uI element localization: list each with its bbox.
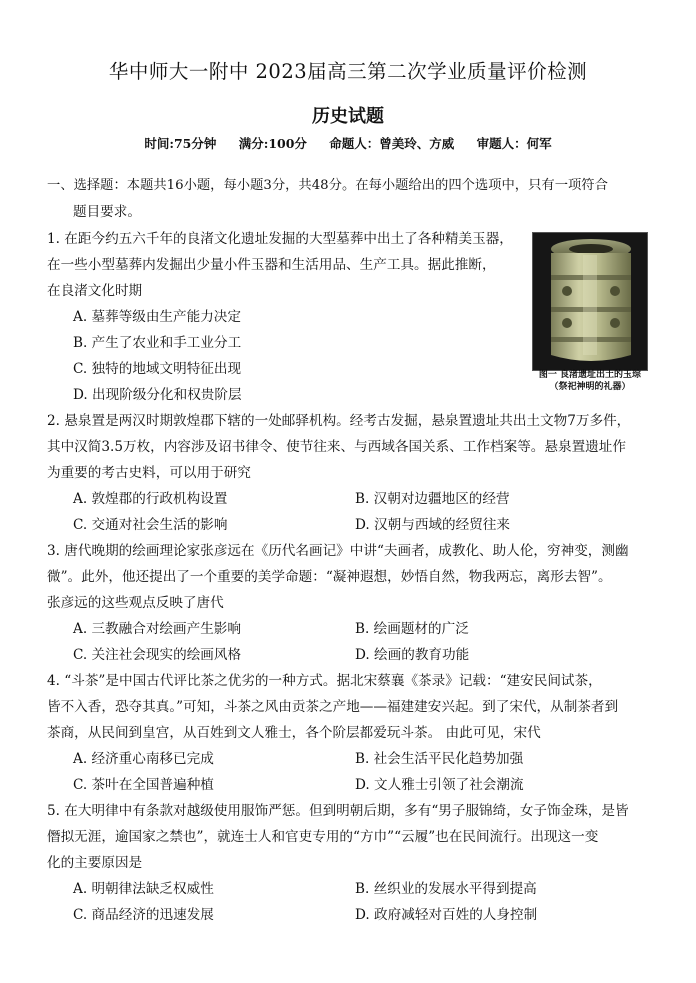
option-d[interactable]: D. 绘画的教育功能 [355,647,470,663]
question-text-line: 其中汉简3.5万枚，内容涉及诏书律令、使节往来、与西域各国关系、工作档案等。悬泉置遗址作 [47,439,626,455]
question-text-line: 5. 在大明律中有条款对越级使用服饰严惩。但到明朝后期，多有“男子服锦绮，女子饰金珠，是皆 [47,803,629,819]
question-text-line: 在一些小型墓葬内发掘出少量小件玉器和生活用品、生产工具。据此推断， [47,257,496,273]
question-text-line: 2. 悬泉置是两汉时期敦煌郡下辖的一处邮驿机构。经考古发掘，悬泉置遗址共出土文物7万多件， [47,413,631,429]
question-text-line: 3. 唐代晚期的绘画理论家张彦远在《历代名画记》中讲“夫画者，成教化、助人伦，穷神变，测幽 [47,543,629,559]
exam-time: 时间:75分钟 [144,136,217,151]
question-text-line: 皆不入香，恐夺其真。”可知，斗茶之风由贡茶之产地——福建建安兴起。到了宋代，从制茶者到 [47,699,619,715]
option-c[interactable]: C. 关注社会现实的绘画风格 [73,647,242,663]
option-b[interactable]: B. 社会生活平民化趋势加强 [355,751,524,767]
option-d[interactable]: D. 政府减轻对百姓的人身控制 [355,907,538,923]
jade-cong-image [532,232,648,371]
question-text-line: 茶商，从民间到皇宫，从百姓到文人雅士，各个阶层都爱玩斗茶。 由此可见，宋代 [47,725,541,741]
option-a[interactable]: A. 经济重心南移已完成 [73,751,214,767]
exam-score: 满分:100分 [238,136,307,151]
question-text-line: 在良渚文化时期 [47,283,143,299]
option-d[interactable]: D. 出现阶级分化和权贵阶层 [73,387,242,403]
section-heading-line2: 题目要求。 [73,204,141,220]
option-a[interactable]: A. 墓葬等级由生产能力决定 [73,309,241,325]
option-c[interactable]: C. 茶叶在全国普遍种植 [73,777,214,793]
section-heading-line1: 一、选择题：本题共16小题，每小题3分，共48分。在每小题给出的四个选项中，只有一项符合 [47,178,608,193]
exam-subtitle: 历史试题 [312,106,384,127]
option-d[interactable]: D. 汉朝与西域的经贸往来 [355,517,510,533]
figure-caption-line1: 图一 良渚遗址出土的玉琮 [538,370,642,380]
question-text-line: 微”。此外，他还提出了一个重要的美学命题：“凝神遐想，妙悟自然，物我两忘，离形去智”。 [47,569,612,585]
figure-caption-line2: （祭祀神明的礼器） [549,382,631,392]
option-a[interactable]: A. 明朝律法缺乏权威性 [73,881,214,897]
exam-meta [0,134,696,152]
option-b[interactable]: B. 产生了农业和手工业分工 [73,335,242,351]
exam-author: 命题人：曾美玲、方威 [329,136,455,151]
option-c[interactable]: C. 交通对社会生活的影响 [73,517,228,533]
option-b[interactable]: B. 绘画题材的广泛 [355,621,469,637]
question-text-line: 1. 在距今约五六千年的良渚文化遗址发掘的大型墓葬中出土了各种精美玉器， [47,231,513,247]
option-d[interactable]: D. 文人雅士引领了社会潮流 [355,777,524,793]
option-a[interactable]: A. 敦煌郡的行政机构设置 [73,491,228,507]
question-text-line: 为重要的考古史料，可以用于研究 [47,465,251,481]
figure-caption [526,369,654,393]
jade-cong-illustration [533,233,647,370]
question-text-line: 僭拟无涯，逾国家之禁也”，就连士人和官吏专用的“方巾”“云履”也在民间流行。出现这一变 [47,829,599,845]
option-b[interactable]: B. 汉朝对边疆地区的经营 [355,491,510,507]
option-a[interactable]: A. 三教融合对绘画产生影响 [73,621,241,637]
question-text-line: 张彦远的这些观点反映了唐代 [47,595,224,611]
question-text-line: 化的主要原因是 [47,855,143,871]
option-b[interactable]: B. 丝织业的发展水平得到提高 [355,881,537,897]
option-c[interactable]: C. 商品经济的迅速发展 [73,907,214,923]
question-text-line: 4. “斗茶”是中国古代评比茶之优劣的一种方式。据北宋蔡襄《茶录》记载：“建安民间试茶， [47,673,602,689]
option-c[interactable]: C. 独特的地域文明特征出现 [73,361,242,377]
exam-reviewer: 审题人：何军 [476,136,552,151]
exam-title: 华中师大一附中 2023届高三第二次学业质量评价检测 [108,60,588,83]
